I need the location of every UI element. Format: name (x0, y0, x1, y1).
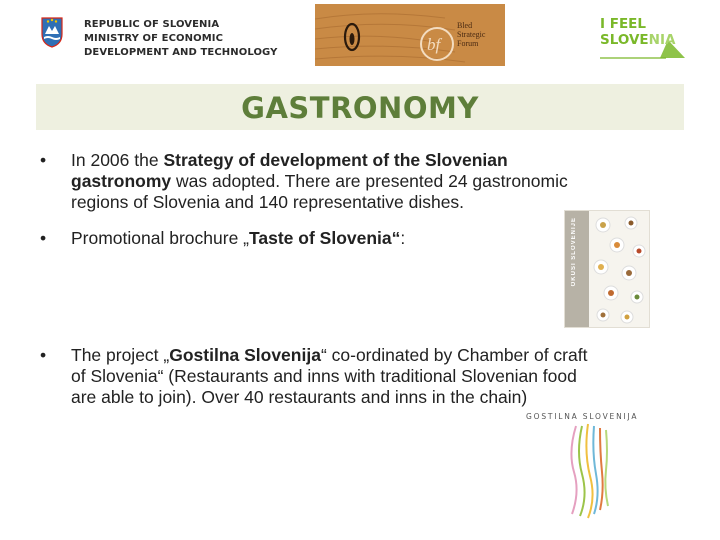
text-bold: Strategy of development of the Slovenian (163, 150, 508, 170)
bullet-dot: • (40, 228, 47, 248)
bullet-line: are able to join). Over 40 restaurants and inns in the chain) (71, 387, 528, 407)
gostilna-wordmark: GOSTILNA SLOVENIJA (526, 412, 639, 421)
bullet-line (71, 345, 671, 366)
text-run: was adopted. There are presented 24 gastronomic (171, 171, 568, 191)
bullet-text (71, 345, 671, 408)
gostilna-slovenija-logo (522, 412, 662, 522)
ministry-line: REPUBLIC OF SLOVENIA (84, 19, 220, 30)
bsf-line: Forum (457, 39, 479, 48)
bsf-line: Strategic (457, 30, 486, 39)
bsf-name (457, 21, 485, 48)
bullet-text (71, 150, 671, 213)
ministry-logo (40, 14, 290, 64)
ifeel-line-2 (600, 32, 675, 48)
text-run: The project „ (71, 345, 170, 365)
bullet-line (71, 150, 671, 171)
bullet-dot: • (40, 345, 47, 365)
taste-of-slovenia-brochure (564, 210, 650, 328)
text-run: In 2006 the (71, 150, 164, 170)
svg-text:bf: bf (427, 35, 441, 54)
ifeel-nia: NIA (648, 32, 676, 48)
ifeel-wordmark (600, 16, 675, 48)
ifeel-line-1: I FEEL (600, 16, 646, 32)
text-run: : (400, 228, 406, 248)
bullet-line: of Slovenia“ (Restaurants and inns with traditional Slovenian food (71, 366, 577, 386)
gostilna-ribbons-icon (522, 422, 662, 522)
ministry-line: MINISTRY OF ECONOMIC (84, 33, 224, 44)
bsf-line: Bled (457, 21, 473, 30)
bullet-line: regions of Slovenia and 140 representative dishes. (71, 192, 465, 212)
brochure-title: OKUSI SLOVENIJE (571, 217, 577, 287)
title-bar (36, 84, 684, 130)
text-bold: gastronomy (71, 171, 172, 191)
ministry-name (84, 18, 277, 60)
bled-strategic-forum-logo (315, 4, 505, 66)
page-title: GASTRONOMY (241, 91, 479, 125)
food-plates-icon (589, 211, 649, 327)
bullet-line (71, 171, 671, 192)
text-bold: Gostilna Slovenija (169, 345, 321, 365)
i-feel-slovenia-logo (596, 14, 686, 64)
text-run: Promotional brochure „ (71, 228, 249, 248)
coat-of-arms-icon (40, 16, 64, 48)
bullet-dot: • (40, 150, 47, 170)
ifeel-slove: SLOVE (600, 32, 649, 48)
ministry-line: DEVELOPMENT AND TECHNOLOGY (84, 47, 278, 58)
text-run: “ co-ordinated by Chamber of craft (320, 345, 588, 365)
text-bold: Taste of Slovenia“ (249, 228, 401, 248)
